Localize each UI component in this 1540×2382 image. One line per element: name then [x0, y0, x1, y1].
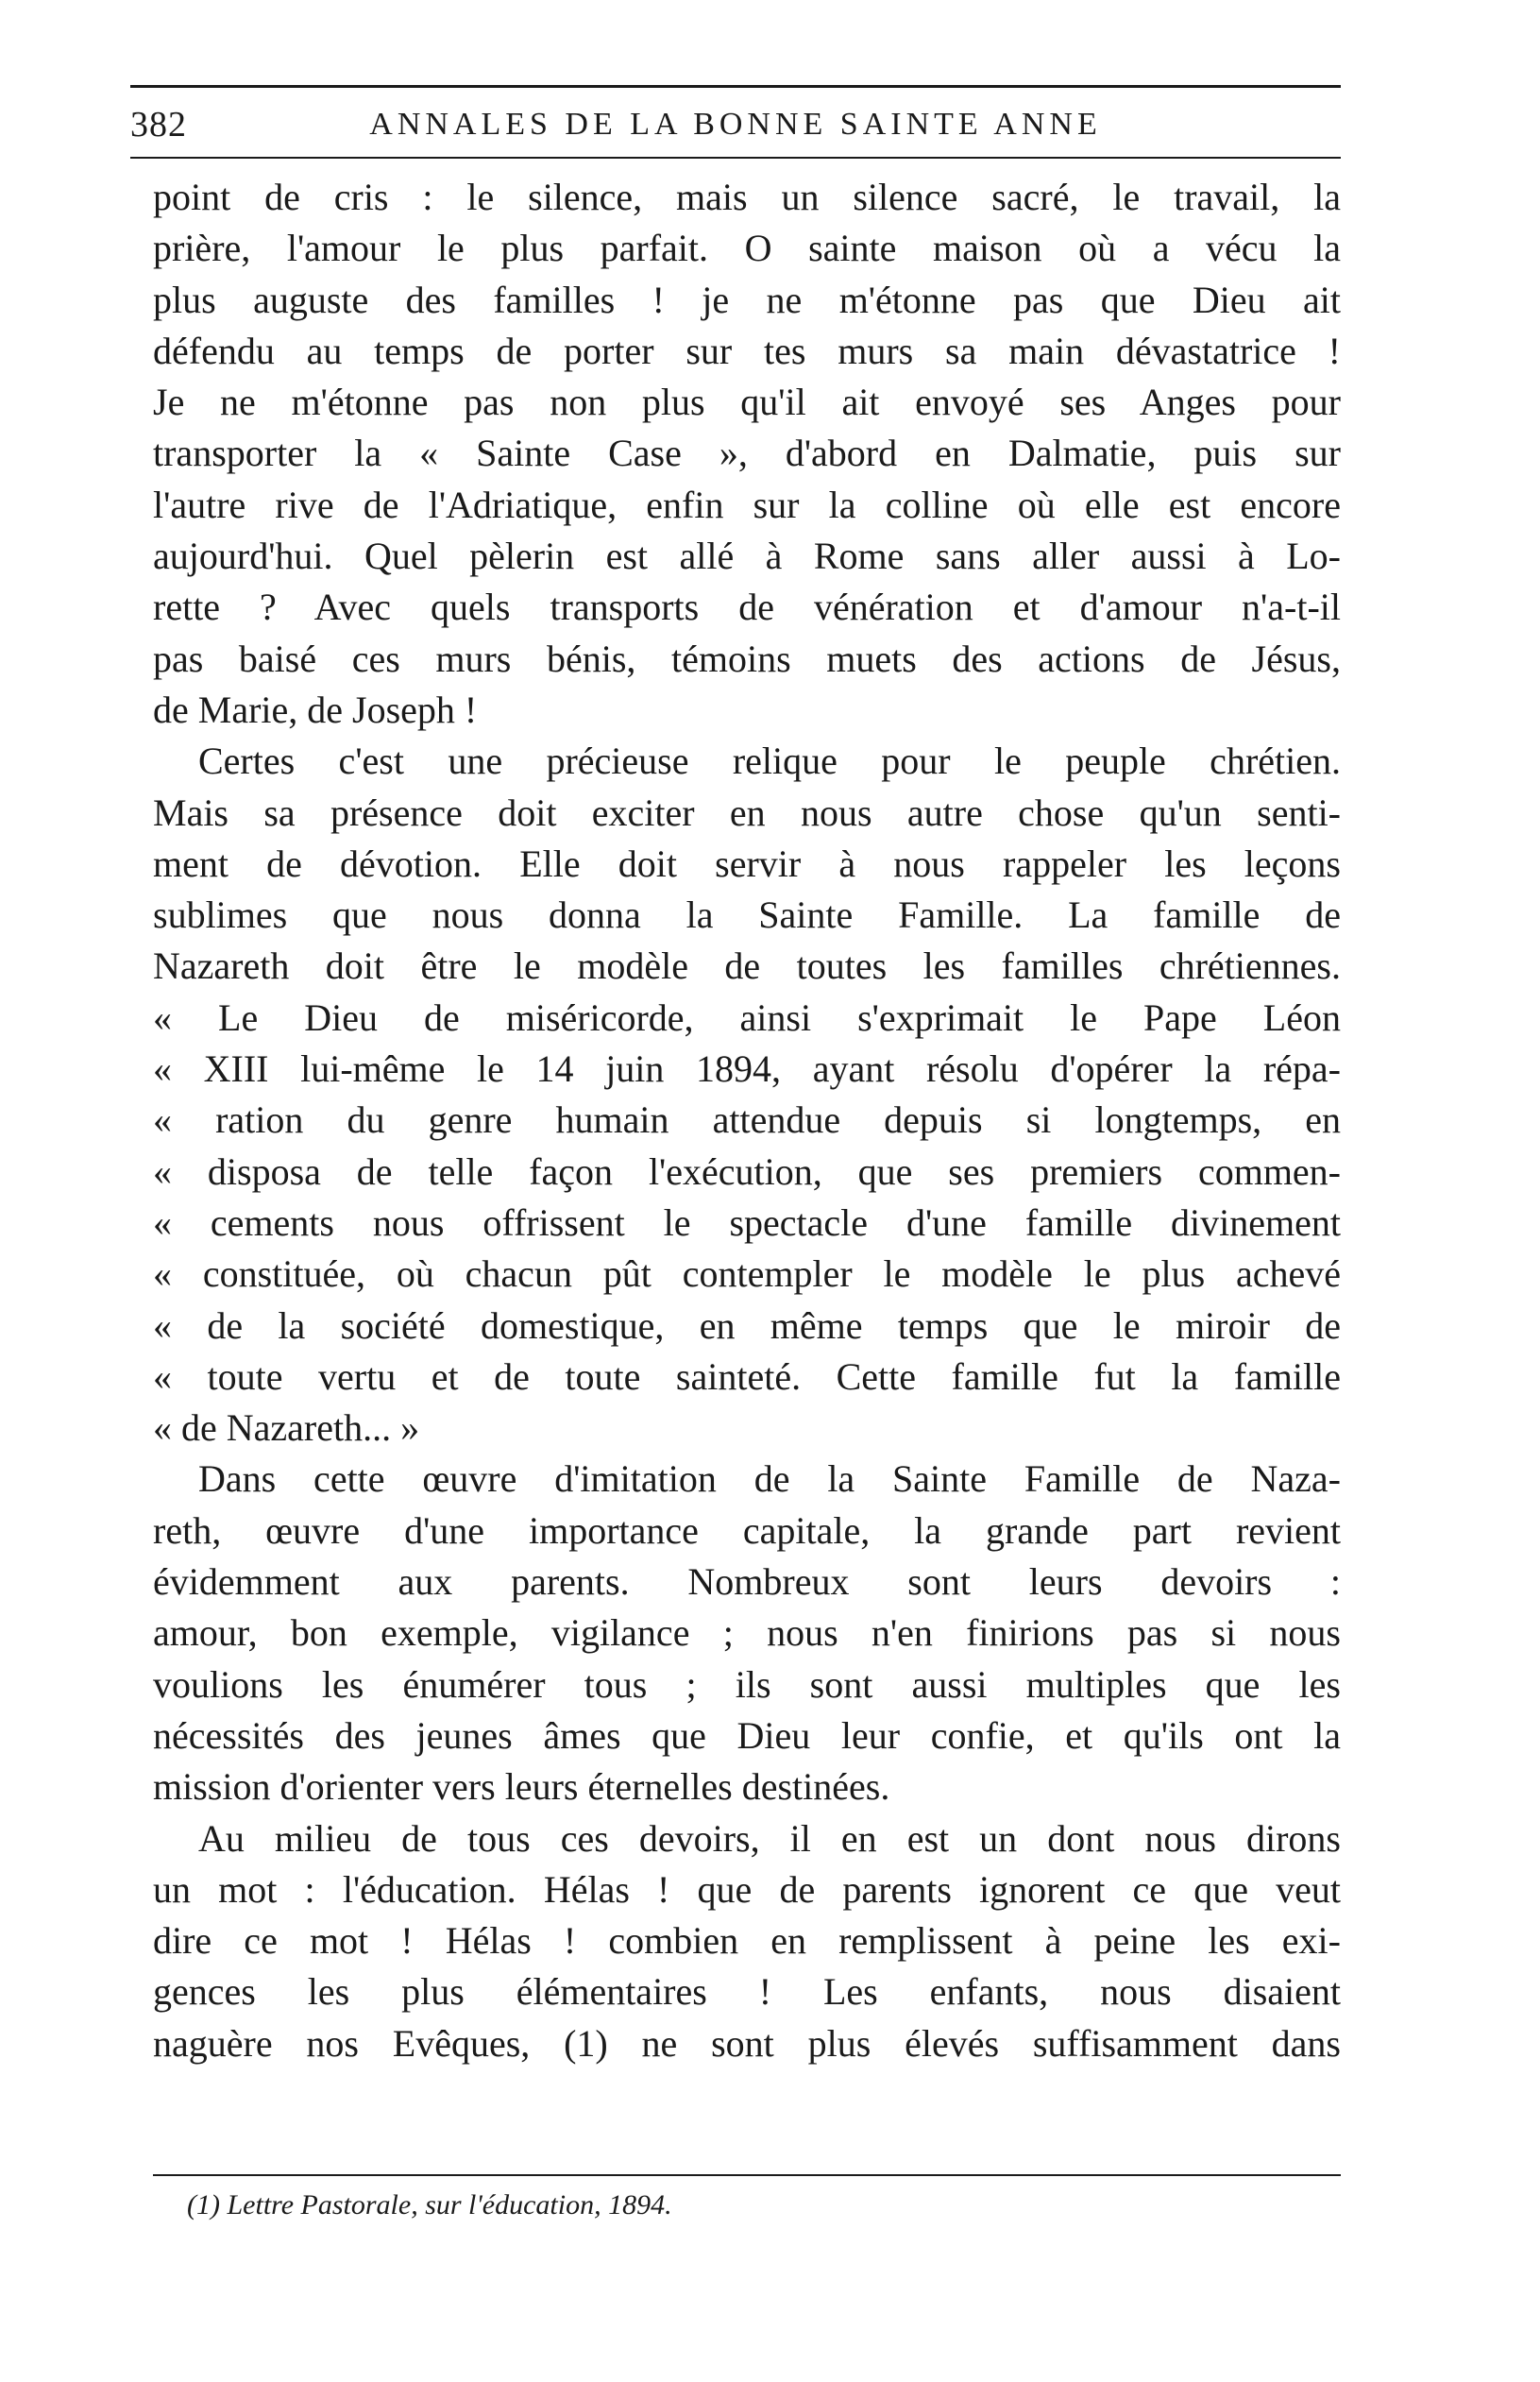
header-rule [130, 157, 1341, 159]
body-text [153, 172, 1341, 2069]
text-line: prière, l'amour le plus parfait. O sainte maison où a vécu la [153, 227, 1341, 270]
text-line: « toute vertu et de toute sainteté. Cette famille fut la famille [153, 1354, 1341, 1398]
text-line: de Marie, de Joseph ! [153, 688, 478, 731]
text-line: sublimes que nous donna la Sainte Famille. La famille de [153, 893, 1341, 937]
text-line: point de cris : le silence, mais un silence sacré, le travail, la [153, 176, 1341, 218]
text-line: « disposa de telle façon l'exécution, que ses premiers commen- [153, 1149, 1341, 1193]
text-line: naguère nos Evêques, (1) ne sont plus élevés suffisamment dans [153, 2021, 1341, 2065]
text-line: défendu au temps de porter sur tes murs sa main dévastatrice ! [153, 329, 1341, 372]
text-line: mission d'orienter vers leurs éternelles destinées. [153, 1765, 890, 1809]
page-header [130, 96, 1341, 153]
text-line: voulions les énumérer tous ; ils sont aussi multiples que les [153, 1662, 1341, 1706]
text-line: amour, bon exemple, vigilance ; nous n'en finirions pas si nous [153, 1611, 1341, 1655]
text-line: Je ne m'étonne pas non plus qu'il ait envoyé ses Anges pour [153, 381, 1341, 424]
text-line: transporter la « Sainte Case », d'abord en Dalmatie, puis sur [153, 432, 1341, 475]
text-line: rette ? Avec quels transports de vénération et d'amour n'a-t-il [153, 586, 1341, 629]
text-line: un mot : l'éducation. Hélas ! que de parents ignorent ce que veut [153, 1867, 1341, 1911]
footnote-rule [153, 2174, 1341, 2176]
text-line: dire ce mot ! Hélas ! combien en remplissent à peine les exi- [153, 1919, 1341, 1963]
text-line: Dans cette œuvre d'imitation de la Sainte Famille de Naza- [198, 1457, 1341, 1501]
text-line: l'autre rive de l'Adriatique, enfin sur la colline où elle est encore [153, 483, 1341, 526]
text-line: évidemment aux parents. Nombreux sont leurs devoirs : [153, 1560, 1341, 1604]
text-line: « constituée, où chacun pût contempler le modèle le plus achevé [153, 1252, 1341, 1296]
text-line: « cements nous offrissent le spectacle d'une famille divinement [153, 1200, 1341, 1244]
text-line: Nazareth doit être le modèle de toutes les familles chrétiennes. [153, 944, 1341, 988]
text-line: nécessités des jeunes âmes que Dieu leur confie, et qu'ils ont la [153, 1713, 1341, 1757]
text-line: « de Nazareth... » [153, 1406, 420, 1450]
page-number: 382 [130, 105, 187, 145]
text-line: « ration du genre humain attendue depuis si longtemps, en [153, 1098, 1341, 1142]
running-head: ANNALES DE LA BONNE SAINTE ANNE [369, 107, 1102, 142]
text-line: plus auguste des familles ! je ne m'étonne pas que Dieu ait [153, 278, 1341, 321]
footnote: (1) Lettre Pastorale, sur l'éducation, 1894. [187, 2189, 672, 2220]
text-line: Mais sa présence doit exciter en nous autre chose qu'un senti- [153, 791, 1341, 834]
top-rule [130, 85, 1341, 88]
text-line: aujourd'hui. Quel pèlerin est allé à Rome sans aller aussi à Lo- [153, 535, 1341, 578]
text-line: ment de dévotion. Elle doit servir à nous rappeler les leçons [153, 842, 1341, 885]
text-line: « de la société domestique, en même temps que le miroir de [153, 1303, 1341, 1347]
text-line: gences les plus élémentaires ! Les enfants, nous disaient [153, 1970, 1341, 2014]
text-line: reth, œuvre d'une importance capitale, la grande part revient [153, 1508, 1341, 1552]
text-line: pas baisé ces murs bénis, témoins muets des actions de Jésus, [153, 637, 1341, 680]
text-line: « XIII lui-même le 14 juin 1894, ayant résolu d'opérer la répa- [153, 1047, 1341, 1091]
text-line: Au milieu de tous ces devoirs, il en est un dont nous dirons [198, 1816, 1341, 1860]
text-line: Certes c'est une précieuse relique pour le peuple chrétien. [198, 740, 1341, 783]
text-line: « Le Dieu de miséricorde, ainsi s'exprimait le Pape Léon [153, 995, 1341, 1039]
